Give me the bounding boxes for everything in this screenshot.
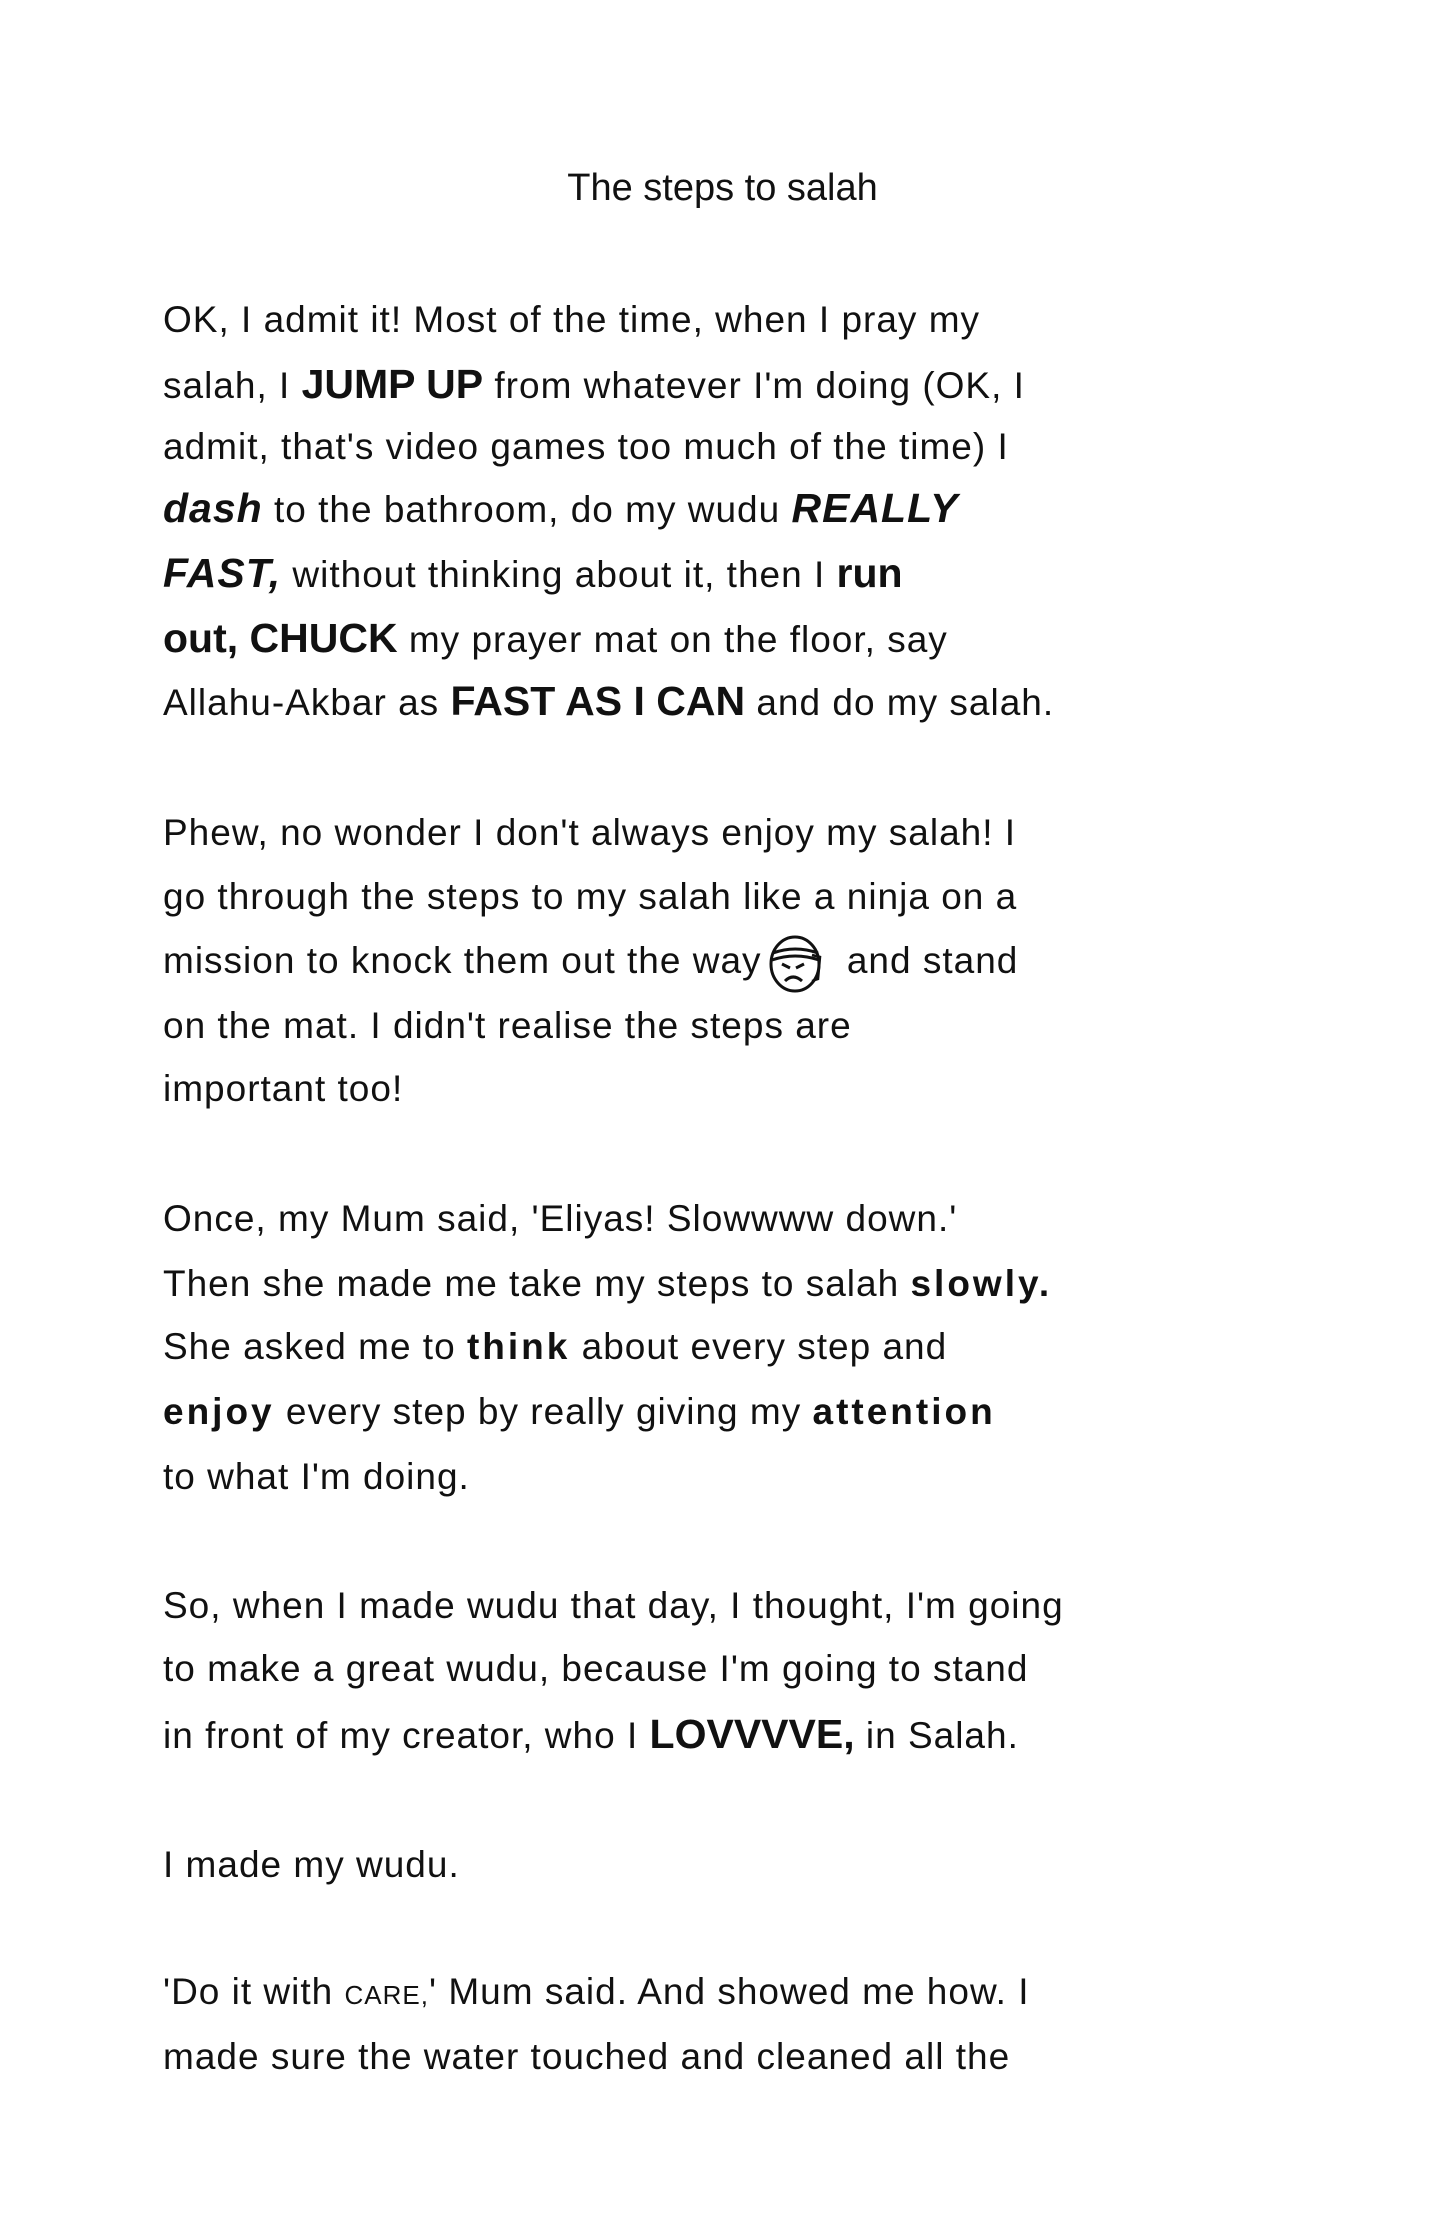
text-line bbox=[163, 669, 1054, 733]
text-line bbox=[163, 606, 948, 670]
text-segment: my prayer mat on the floor, say bbox=[397, 619, 948, 660]
text-line bbox=[163, 1252, 1052, 1316]
text-segment: from whatever I'm doing (OK, I bbox=[483, 365, 1025, 406]
text-line bbox=[163, 865, 1017, 929]
text-segment: mission to knock them out the way bbox=[163, 940, 762, 981]
text-line bbox=[163, 476, 958, 540]
emphasized-text: JUMP UP bbox=[301, 361, 484, 407]
emphasized-text: FAST AS I CAN bbox=[450, 678, 746, 724]
text-segment: on the mat. I didn't realise the steps are bbox=[163, 1005, 852, 1046]
text-segment: admit, that's video games too much of the time) I bbox=[163, 426, 1009, 467]
text-segment: in front of my creator, who I bbox=[163, 1715, 650, 1756]
text-line bbox=[163, 994, 852, 1058]
emphasized-text: FAST, bbox=[163, 550, 282, 596]
text-line bbox=[163, 352, 1025, 416]
text-segment: in Salah. bbox=[854, 1715, 1019, 1756]
text-segment: to what I'm doing. bbox=[163, 1456, 470, 1497]
text-segment: salah, I bbox=[163, 365, 302, 406]
text-segment: I made my wudu. bbox=[163, 1844, 460, 1885]
text-line bbox=[163, 541, 903, 605]
text-line bbox=[163, 1833, 460, 1897]
text-segment: So, when I made wudu that day, I thought, I'm going bbox=[163, 1585, 1064, 1626]
text-line bbox=[163, 1380, 996, 1444]
emphasized-text: run bbox=[836, 550, 903, 596]
text-line bbox=[163, 1315, 947, 1379]
text-segment: important too! bbox=[163, 1068, 404, 1109]
emphasized-text: CARE, bbox=[344, 1980, 429, 2010]
emphasized-text: think bbox=[466, 1326, 571, 1367]
emphasized-text: slowly. bbox=[910, 1263, 1053, 1304]
emphasized-text: enjoy bbox=[163, 1391, 275, 1432]
text-line bbox=[163, 929, 1018, 993]
text-segment: every step by really giving my bbox=[274, 1391, 813, 1432]
text-segment: without thinking about it, then I bbox=[281, 554, 837, 595]
text-segment: Phew, no wonder I don't always enjoy my salah! I bbox=[163, 812, 1017, 853]
emphasized-text: out, CHUCK bbox=[163, 615, 398, 661]
text-line bbox=[163, 2025, 1010, 2089]
text-line bbox=[163, 1187, 957, 1251]
text-segment: about every step and bbox=[570, 1326, 948, 1367]
text-line bbox=[163, 1702, 1019, 1766]
text-line bbox=[163, 1445, 470, 1509]
text-segment: made sure the water touched and cleaned all the bbox=[163, 2036, 1011, 2077]
text-segment: ' Mum said. And showed me how. I bbox=[428, 1971, 1030, 2012]
text-segment: Then she made me take my steps to salah bbox=[163, 1263, 911, 1304]
text-line bbox=[163, 1057, 403, 1121]
text-line bbox=[163, 415, 1009, 479]
text-segment: and do my salah. bbox=[745, 682, 1055, 723]
text-segment: and stand bbox=[835, 940, 1019, 981]
text-line bbox=[163, 288, 980, 352]
text-segment: to make a great wudu, because I'm going to stand bbox=[163, 1648, 1029, 1689]
text-line bbox=[163, 801, 1016, 865]
text-segment: OK, I admit it! Most of the time, when I pray my bbox=[163, 299, 981, 340]
text-segment: Allahu-Akbar as bbox=[163, 682, 451, 723]
text-line bbox=[163, 1574, 1064, 1638]
text-segment: Once, my Mum said, 'Eliyas! Slowwww down.' bbox=[163, 1198, 958, 1239]
emphasized-text: attention bbox=[812, 1391, 996, 1432]
text-segment: to the bathroom, do my wudu bbox=[262, 489, 792, 530]
emphasized-text: dash bbox=[163, 485, 263, 531]
emphasized-text: LOVVVVE, bbox=[649, 1711, 855, 1757]
text-line bbox=[163, 1637, 1028, 1701]
page-title: The steps to salah bbox=[567, 167, 878, 209]
emphasized-text: REALLY bbox=[791, 485, 959, 531]
text-line bbox=[163, 1960, 1029, 2024]
text-segment: 'Do it with bbox=[163, 1971, 345, 2012]
ninja-face-icon bbox=[768, 933, 824, 993]
text-segment: She asked me to bbox=[163, 1326, 467, 1367]
text-segment: go through the steps to my salah like a ninja on a bbox=[163, 876, 1018, 917]
